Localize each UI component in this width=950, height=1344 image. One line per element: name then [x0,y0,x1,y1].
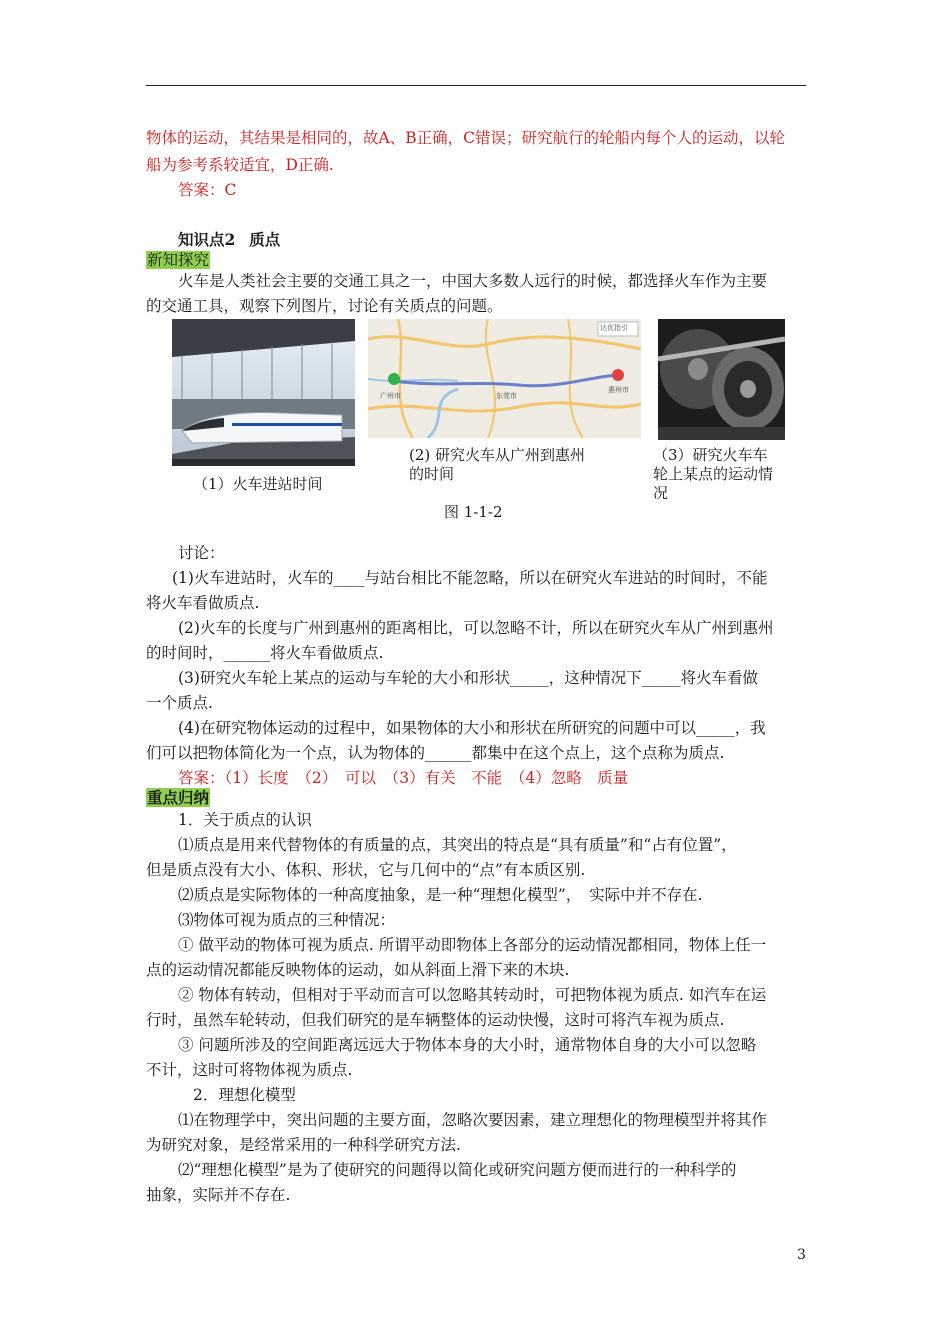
p1-line1: ⑴质点是用来代替物体的有质量的点，其突出的特点是“具有质量”和“占有位置”， [178,836,737,854]
map-label-dongguan: 东莞市 [496,392,517,400]
case2-line2: 行时，虽然车轮转动，但我们研究的是车辆整体的运动快慢，这时可将汽车视为质点. [146,1011,725,1029]
figure1-caption: （1）火车进站时间 [193,475,323,493]
map-guangzhou-huizhou [368,319,641,438]
end-marker-icon [612,369,624,381]
summary-heading1: 1．关于质点的认识 [178,811,312,829]
case3-line1: ③ 问题所涉及的空间距离远远大于物体本身的大小时，通常物体自身的大小可以忽略 [178,1036,757,1054]
map-image [368,319,641,438]
q2-line2: 的时间时，______将火车看做质点. [146,644,384,662]
discussion-answer: 答案：（1）长度 （2） 可以 （3）有关 不能 （4）忽略 质量 [178,769,629,787]
top-paragraph-line2: 船为参考系较适宜，D正确. [146,156,334,174]
summary-heading2: 2．理想化模型 [193,1086,296,1104]
map-button-label: 达优指引 [600,324,628,332]
figure3-caption-line3: 况 [653,484,669,502]
q4-line2: 们可以把物体简化为一个点，认为物体的______都集中在这个点上，这个点称为质点. [146,744,725,762]
q1-line1: (1)火车进站时，火车的____与站台相比不能忽略，所以在研究火车进站的时间时，不能 [172,569,768,587]
case2-line1: ② 物体有转动，但相对于平动而言可以忽略其转动时，可把物体视为质点. 如汽车在运 [178,986,767,1004]
p2: ⑵质点是实际物体的一种高度抽象，是一种“理想化模型”， 实际中并不存在. [178,886,703,904]
top-paragraph-line1: 物体的运动，其结果是相同的，故A、B正确，C错误；研究航行的轮船内每个人的运动，以轮 [146,129,785,147]
figure2-caption-line1: (2) 研究火车从广州到惠州 [409,446,586,464]
tag-new-knowledge: 新知探究 [147,251,210,269]
m1-line2: 为研究对象，是经常采用的一种科学研究方法. [146,1136,461,1154]
q3-line2: 一个质点. [146,694,213,712]
start-marker-icon [388,373,400,385]
q2-line1: (2)火车的长度与广州到惠州的距离相比，可以忽略不计，所以在研究火车从广州到惠州 [178,619,774,637]
discussion-label: 讨论： [178,544,225,562]
map-label-guangzhou: 广州市 [380,392,401,400]
wheel-image [658,319,785,440]
m2-line2: 抽象，实际并不存在. [146,1186,291,1204]
section-title: 质点 [249,230,281,249]
m1-line1: ⑴在物理学中，突出问题的主要方面，忽略次要因素，建立理想化的物理模型并将其作 [178,1111,768,1129]
page-number: 3 [797,1247,806,1263]
tag-key-summary: 重点归纳 [147,788,210,807]
section-heading [178,228,294,250]
q4-line1: (4)在研究物体运动的过程中，如果物体的大小和形状在所研究的问题中可以_____，我 [178,719,766,737]
header-rule [146,85,806,86]
q1-line2: 将火车看做质点. [146,594,260,612]
m2-line1: ⑵“理想化模型”是为了使研究的问题得以简化或研究问题方便而进行的一种科学的 [178,1161,737,1179]
intro-line2: 的交通工具，观察下列图片，讨论有关质点的问题。 [146,297,503,315]
figure-label: 图 1-1-2 [444,503,503,521]
case3-line2: 不计，这时可将物体视为质点. [146,1061,353,1079]
section-label: 知识点2 [178,230,236,249]
map-label-huizhou: 惠州市 [608,386,629,394]
figure3-caption-line1: （3）研究火车车 [653,446,768,464]
intro-line1: 火车是人类社会主要的交通工具之一，中国大多数人远行的时候，都选择火车作为主要 [178,272,768,290]
train-station-photo [172,319,355,466]
p3: ⑶物体可视为质点的三种情况： [178,911,396,929]
q3-line1: (3)研究火车轮上某点的运动与车轮的大小和形状_____，这种情况下_____将火车看做 [178,669,758,687]
train-wheel-photo [658,319,785,440]
p1-line2: 但是质点没有大小、体积、形状，它与几何中的“点”有本质区别. [146,861,586,879]
top-answer: 答案：C [178,181,237,199]
case1-line1: ① 做平动的物体可视为质点. 所谓平动即物体上各部分的运动情况都相同，物体上任一 [178,936,767,954]
train-station-image [172,319,355,466]
figure2-caption-line2: 的时间 [409,465,455,483]
figure3-caption-line2: 轮上某点的运动情 [653,465,774,483]
case1-line2: 点的运动情况都能反映物体的运动，如从斜面上滑下来的木块. [146,961,570,979]
